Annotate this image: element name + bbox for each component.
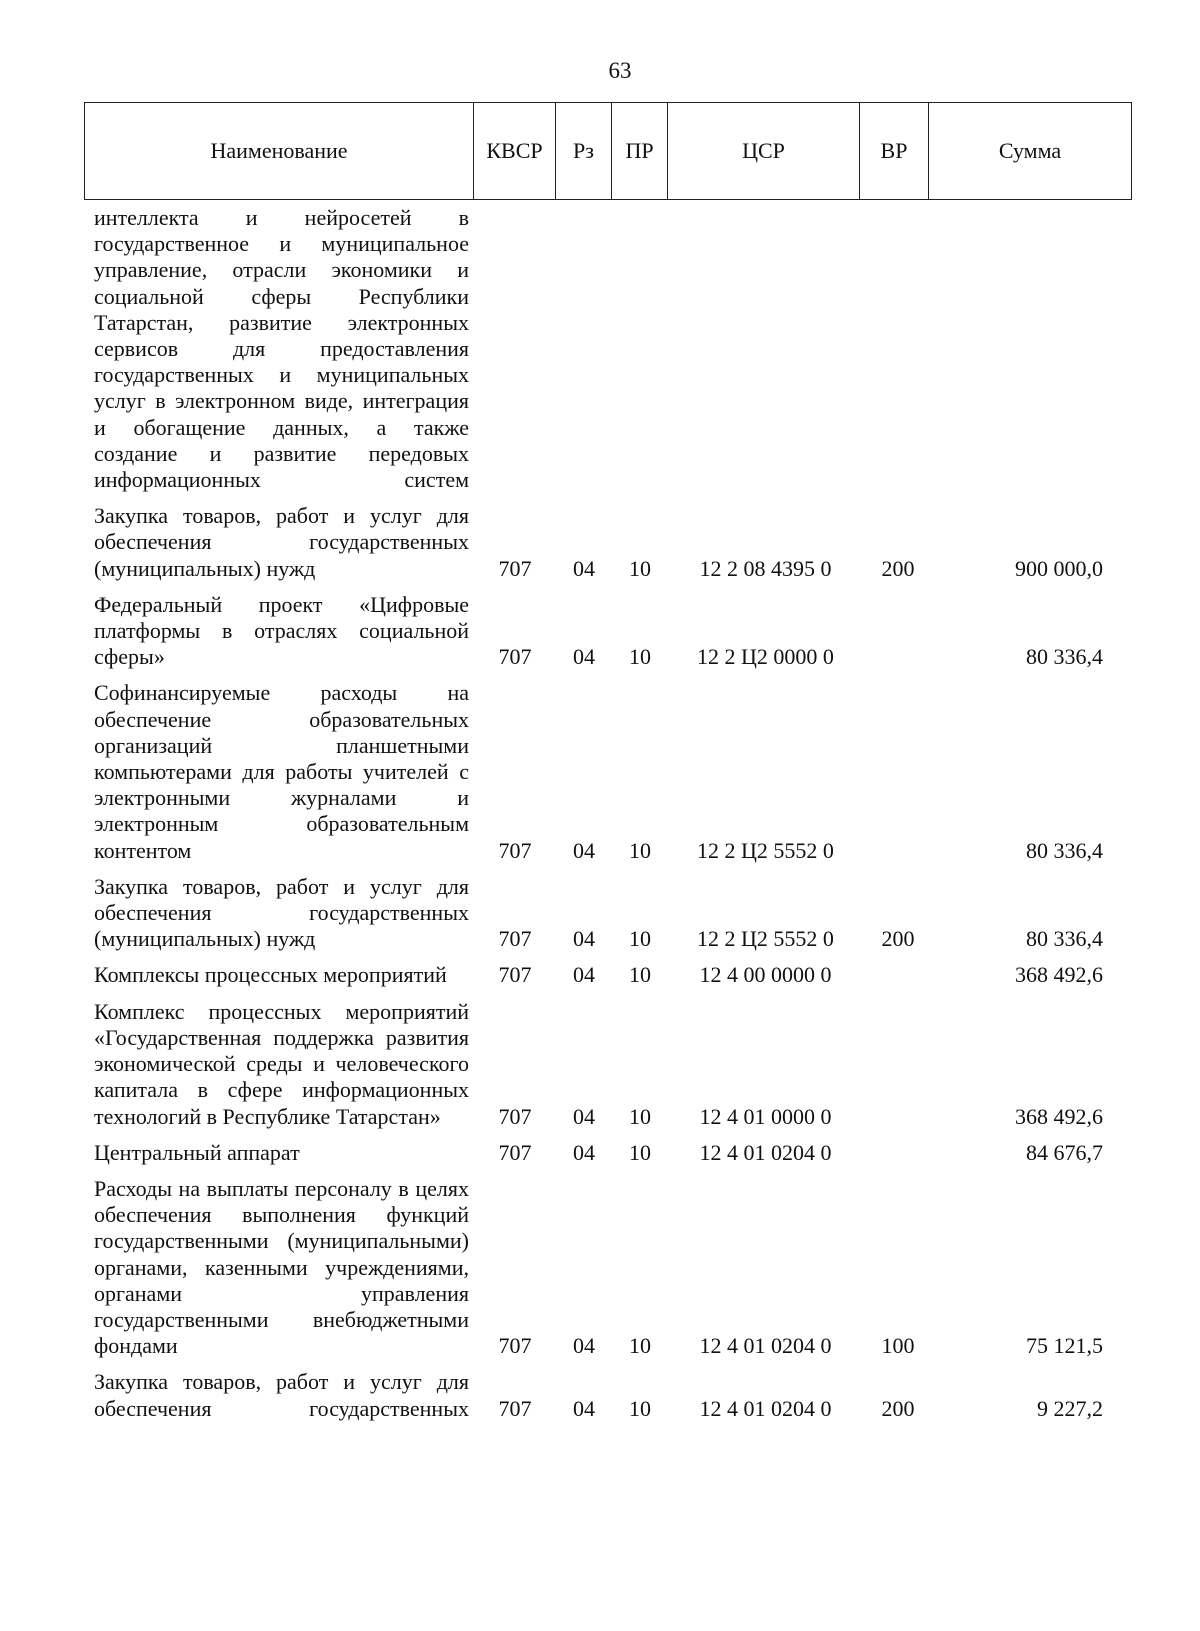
row-sum: 84 676,7	[1026, 1139, 1103, 1165]
table-row	[0, 962, 1200, 988]
row-kvsr: 707	[498, 1139, 532, 1165]
row-name: Закупка товаров, работ и услуг для обеспечения государственных (муниципальных) нужд	[94, 503, 469, 581]
row-name: Комплексы процессных мероприятий	[94, 962, 447, 988]
row-kvsr: 707	[498, 926, 532, 952]
row-kvsr: 707	[498, 962, 532, 988]
row-sum: 9 227,2	[1037, 1395, 1103, 1421]
header-kvsr: КВСР	[474, 103, 556, 200]
row-rz: 04	[573, 926, 595, 952]
row-csr: 12 4 00 0000 0	[699, 962, 832, 988]
row-kvsr: 707	[498, 1103, 532, 1129]
row-csr: 12 2 08 4395 0	[699, 555, 832, 581]
row-rz: 04	[573, 644, 595, 670]
row-pr: 10	[629, 837, 651, 863]
row-rz: 04	[573, 555, 595, 581]
header-sum: Сумма	[929, 103, 1132, 200]
row-csr: 12 4 01 0204 0	[699, 1333, 832, 1359]
header-rz: Рз	[556, 103, 612, 200]
header-vr: ВР	[860, 103, 929, 200]
row-sum: 900 000,0	[1015, 555, 1103, 581]
page-number: 63	[608, 58, 632, 83]
row-pr: 10	[629, 644, 651, 670]
row-pr: 10	[629, 926, 651, 952]
row-rz: 04	[573, 1395, 595, 1421]
table-row	[0, 999, 1200, 1130]
row-vr: 200	[881, 555, 915, 581]
row-pr: 10	[629, 555, 651, 581]
table-row	[0, 1369, 1200, 1421]
row-kvsr: 707	[498, 644, 532, 670]
row-kvsr: 707	[498, 555, 532, 581]
row-csr: 12 2 Ц2 5552 0	[697, 837, 834, 863]
row-rz: 04	[573, 1333, 595, 1359]
row-sum: 80 336,4	[1026, 644, 1103, 670]
row-name: Расходы на выплаты персоналу в целях обеспечения выполнения функций государственными (муниципальными) органами, казенными учреждениями, органами управления государственными внебюджетными фондами	[94, 1175, 469, 1359]
row-name: Федеральный проект «Цифровые платформы в отраслях социальной сферы»	[94, 591, 469, 670]
table-body	[0, 205, 1200, 1432]
row-pr: 10	[629, 962, 651, 988]
table-row	[0, 874, 1200, 953]
row-csr: 12 2 Ц2 0000 0	[697, 644, 834, 670]
row-vr: 200	[881, 1395, 915, 1421]
row-name: Закупка товаров, работ и услуг для обеспечения государственных (муниципальных) нужд	[94, 873, 469, 952]
row-name: интеллекта и нейросетей в государственное и муниципальное управление, отрасли экономики и социальной сферы Республики Татарстан, развитие электронных сервисов для предоставления государственных и муниципальных услуг в электронном виде, интеграция и обогащение данных, а также создание и развитие передовых информационных систем	[94, 205, 469, 493]
row-sum: 80 336,4	[1026, 926, 1103, 952]
row-csr: 12 4 01 0000 0	[699, 1103, 832, 1129]
row-name: Закупка товаров, работ и услуг для обеспечения государственных	[94, 1369, 469, 1421]
row-sum: 80 336,4	[1026, 837, 1103, 863]
table-row	[0, 205, 1200, 493]
row-kvsr: 707	[498, 837, 532, 863]
row-csr: 12 4 01 0204 0	[699, 1395, 832, 1421]
row-name: Софинансируемые расходы на обеспечение образовательных организаций планшетными компьютерами для работы учителей с электронными журналами и электронным образовательным контентом	[94, 680, 469, 863]
row-pr: 10	[629, 1103, 651, 1129]
header-name: Наименование	[85, 103, 474, 200]
table-header	[84, 102, 1132, 200]
table-row	[0, 592, 1200, 671]
row-sum: 75 121,5	[1026, 1333, 1103, 1359]
row-rz: 04	[573, 837, 595, 863]
table-row	[0, 1140, 1200, 1166]
row-kvsr: 707	[498, 1333, 532, 1359]
table-row	[0, 503, 1200, 582]
row-pr: 10	[629, 1333, 651, 1359]
row-pr: 10	[629, 1395, 651, 1421]
row-rz: 04	[573, 1139, 595, 1165]
row-sum: 368 492,6	[1015, 962, 1103, 988]
row-rz: 04	[573, 1103, 595, 1129]
row-name: Комплекс процессных мероприятий «Государственная поддержка развития экономической среды и человеческого капитала в сфере информационных технологий в Республике Татарстан»	[94, 998, 469, 1129]
row-rz: 04	[573, 962, 595, 988]
row-name: Центральный аппарат	[94, 1139, 300, 1165]
row-vr: 200	[881, 926, 915, 952]
table-row	[0, 1176, 1200, 1359]
row-pr: 10	[629, 1139, 651, 1165]
row-sum: 368 492,6	[1015, 1103, 1103, 1129]
row-csr: 12 2 Ц2 5552 0	[697, 926, 834, 952]
row-vr: 100	[881, 1333, 915, 1359]
header-csr: ЦСР	[668, 103, 860, 200]
table-row	[0, 680, 1200, 863]
header-pr: ПР	[612, 103, 668, 200]
row-kvsr: 707	[498, 1395, 532, 1421]
row-csr: 12 4 01 0204 0	[699, 1139, 832, 1165]
